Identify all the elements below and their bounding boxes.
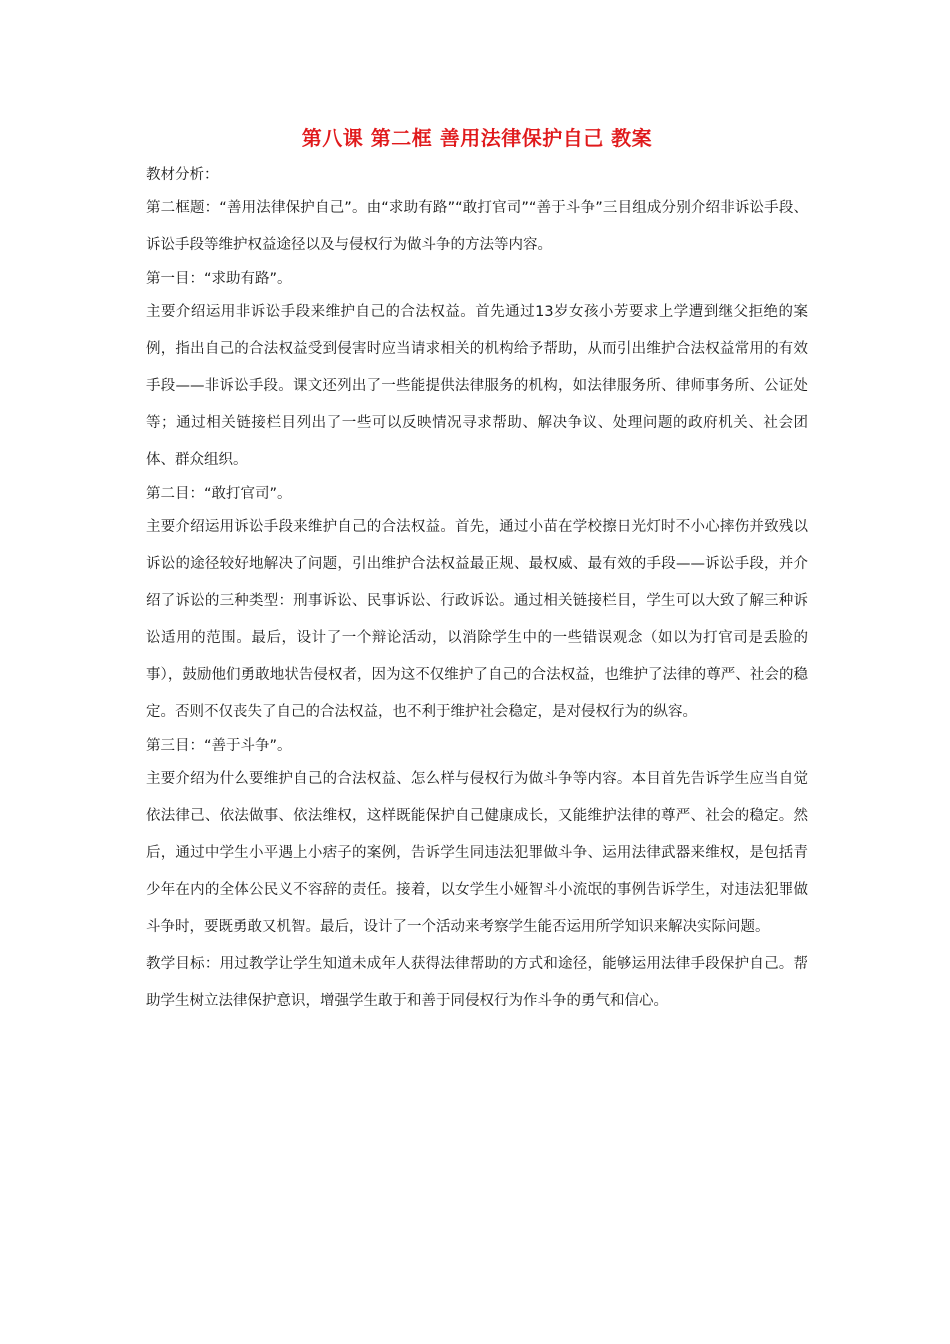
section-heading-item-3: 第三目：“善于斗争”。 — [146, 738, 292, 754]
paragraph-teaching-goals: 教学目标：用过教学让学生知道未成年人获得法律帮助的方式和途径，能够运用法律手段保护自己。帮助学生树立法律保护意识，增强学生敢于和善于同侵权行为作斗争的勇气和信心。 — [146, 956, 808, 1009]
paragraph-item-3: 主要介绍为什么要维护自己的合法权益、怎么样与侵权行为做斗争等内容。本目首先告诉学生应当自觉依法律己、依法做事、依法维权，这样既能保护自己健康成长，又能维护法律的尊严、社会的稳定。然后，通过中学生小平遇上小痞子的案例，告诉学生同违法犯罪做斗争、运用法律武器来维权，是包括青少年在内的全体公民义不容辞的责任。接着，以女学生小娅智斗小流氓的事例告诉学生，对违法犯罪做斗争时，要既勇敢又机智。最后，设计了一个活动来考察学生能否运用所学知识来解决实际问题。 — [146, 771, 808, 935]
paragraph-item-2: 主要介绍运用诉讼手段来维护自己的合法权益。首先，通过小苗在学校擦日光灯时不小心摔伤并致残以诉讼的途径较好地解决了问题，引出维护合法权益最正规、最权威、最有效的手段——诉讼手段，并介绍了诉讼的三种类型：刑事诉讼、民事诉讼、行政诉讼。通过相关链接栏目，学生可以大致了解三种诉讼适用的范围。最后，设计了一个辩论活动，以消除学生中的一些错误观念（如以为打官司是丢脸的事），鼓励他们勇敢地状告侵权者，因为这不仅维护了自己的合法权益，也维护了法律的尊严、社会的稳定。否则不仅丧失了自己的合法权益，也不利于维护社会稳定，是对侵权行为的纵容。 — [146, 519, 808, 720]
section-heading-item-1: 第一目：“求助有路”。 — [146, 271, 292, 287]
paragraph-overview: 第二框题：“善用法律保护自己”。由“求助有路”“敢打官司”“善于斗争”三目组成分别介绍非诉讼手段、诉讼手段等维护权益途径以及与侵权行为做斗争的方法等内容。 — [146, 200, 808, 253]
section-heading-item-2: 第二目：“敢打官司”。 — [146, 486, 292, 502]
document-page — [146, 120, 808, 1020]
document-title: 第八课 第二框 善用法律保护自己 教案 — [301, 126, 653, 150]
section-heading-analysis: 教材分析： — [146, 167, 219, 183]
paragraph-item-1: 主要介绍运用非诉讼手段来维护自己的合法权益。首先通过13岁女孩小芳要求上学遭到继父拒绝的案例，指出自己的合法权益受到侵害时应当请求相关的机构给予帮助，从而引出维护合法权益常用的有效手段——非诉讼手段。课文还列出了一些能提供法律服务的机构，如法律服务所、律师事务所、公证处等；通过相关链接栏目列出了一些可以反映情况寻求帮助、解决争议、处理问题的政府机关、社会团体、群众组织。 — [146, 304, 808, 468]
